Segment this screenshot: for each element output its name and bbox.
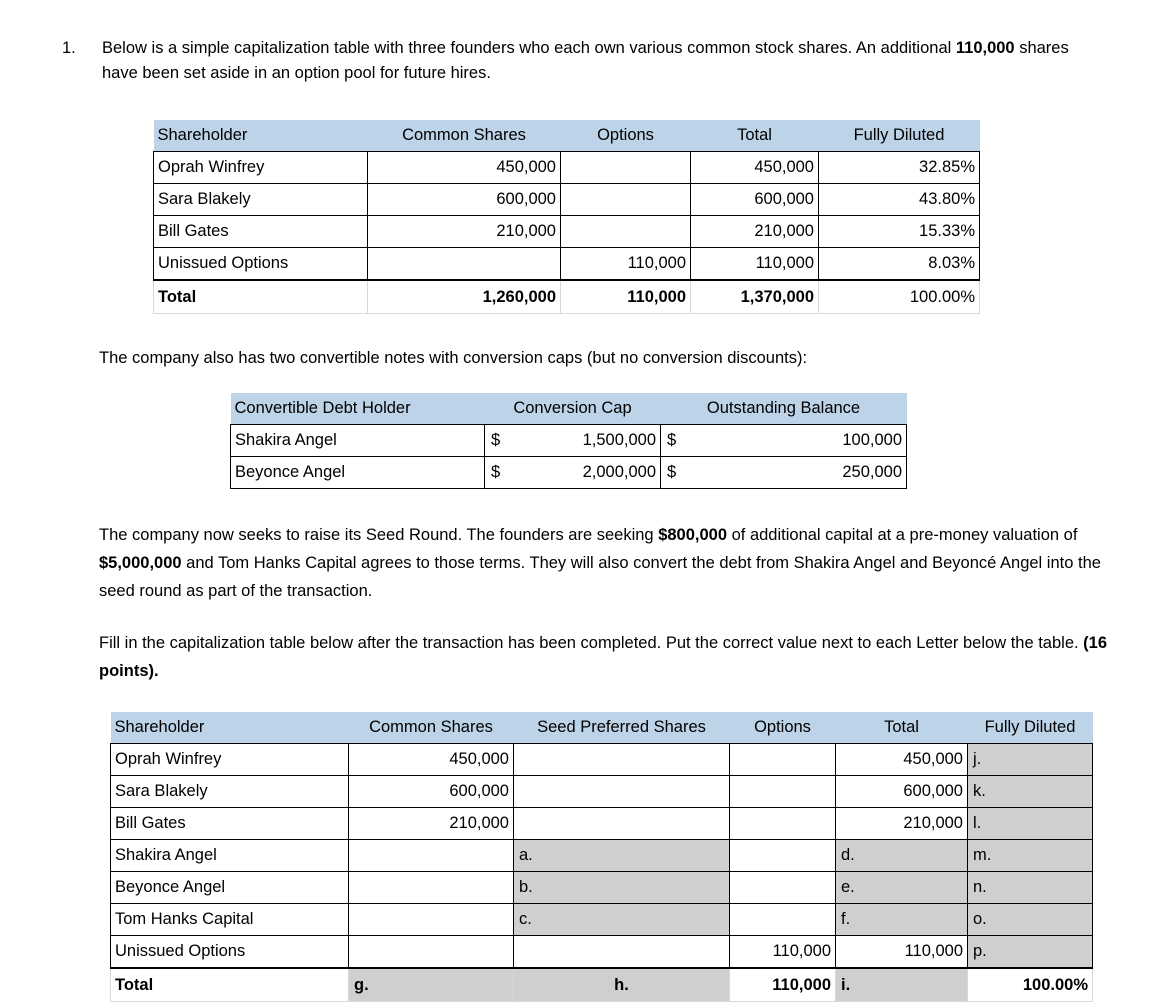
fill-text-1: Fill in the capitalization table below after the transaction has been completed. Put the correct value next to each Letter below the table. bbox=[99, 634, 1084, 652]
cell-debt-holder: Beyonce Angel bbox=[231, 457, 485, 489]
table-header-row bbox=[154, 120, 980, 152]
cell-seed-preferred-shares[interactable]: a. bbox=[514, 840, 730, 872]
paragraph-fill-instructions bbox=[99, 629, 1109, 685]
cell-options bbox=[730, 776, 836, 808]
cell-seed-preferred-shares[interactable] bbox=[514, 936, 730, 969]
cell-common-shares: 600,000 bbox=[349, 776, 514, 808]
cell-options: 110,000 bbox=[561, 248, 691, 281]
table-row bbox=[111, 872, 1093, 904]
cell-shareholder: Sara Blakely bbox=[154, 184, 368, 216]
col-header-shareholder: Shareholder bbox=[154, 120, 368, 152]
question-text bbox=[102, 36, 1102, 86]
fill-points: (16 points). bbox=[99, 634, 1108, 680]
cell-common-shares bbox=[349, 872, 514, 904]
cap-table-post-transaction bbox=[110, 712, 1093, 1002]
seed-text-2: of additional capital at a pre-money valuation of bbox=[727, 526, 1078, 544]
cell-seed-preferred-shares[interactable] bbox=[514, 776, 730, 808]
cell-conversion-cap: 1,500,000 bbox=[521, 425, 661, 457]
cell-total[interactable]: f. bbox=[836, 904, 968, 936]
cell-fully-diluted: 43.80% bbox=[819, 184, 980, 216]
cell-seed-preferred-shares[interactable]: c. bbox=[514, 904, 730, 936]
table-total-row bbox=[111, 968, 1093, 1002]
table-header-row bbox=[111, 712, 1093, 744]
cell-common-shares: 210,000 bbox=[368, 216, 561, 248]
cell-outstanding-balance-currency: $ bbox=[661, 457, 697, 489]
cell-fully-diluted[interactable]: j. bbox=[968, 744, 1093, 776]
table-row bbox=[111, 840, 1093, 872]
cell-total: 210,000 bbox=[691, 216, 819, 248]
col-header-options: Options bbox=[730, 712, 836, 744]
col-header-total: Total bbox=[691, 120, 819, 152]
cell-common-shares bbox=[349, 936, 514, 969]
paragraph-convertible-notes: The company also has two convertible notes with conversion caps (but no conversion discounts): bbox=[99, 349, 808, 367]
cell-conversion-cap: 2,000,000 bbox=[521, 457, 661, 489]
cell-shareholder: Bill Gates bbox=[111, 808, 349, 840]
table-row bbox=[154, 152, 980, 184]
cell-fully-diluted: 32.85% bbox=[819, 152, 980, 184]
col-header-convertible-debt-holder: Convertible Debt Holder bbox=[231, 393, 485, 425]
cell-total-total: 1,370,000 bbox=[691, 280, 819, 314]
seed-text-3: and Tom Hanks Capital agrees to those terms. They will also convert the debt from Shakira Angel and Beyoncé Angel into the seed round as part of the transaction. bbox=[99, 554, 1101, 600]
cell-options bbox=[561, 184, 691, 216]
col-header-common-shares: Common Shares bbox=[349, 712, 514, 744]
cell-total-options: 110,000 bbox=[561, 280, 691, 314]
cell-common-shares: 210,000 bbox=[349, 808, 514, 840]
cell-total: 450,000 bbox=[836, 744, 968, 776]
cell-fully-diluted: 15.33% bbox=[819, 216, 980, 248]
cell-total: 110,000 bbox=[836, 936, 968, 969]
col-header-common-shares: Common Shares bbox=[368, 120, 561, 152]
cell-total-common-shares: 1,260,000 bbox=[368, 280, 561, 314]
cell-total-common-shares[interactable]: g. bbox=[349, 968, 514, 1002]
cell-shareholder: Oprah Winfrey bbox=[154, 152, 368, 184]
cell-fully-diluted: 8.03% bbox=[819, 248, 980, 281]
table-header-row bbox=[231, 393, 907, 425]
cell-conversion-cap-currency: $ bbox=[485, 457, 521, 489]
cell-total: 450,000 bbox=[691, 152, 819, 184]
cell-options bbox=[730, 872, 836, 904]
cell-common-shares bbox=[349, 840, 514, 872]
cell-outstanding-balance-currency: $ bbox=[661, 425, 697, 457]
table-row bbox=[231, 425, 907, 457]
seed-amount-capital: $800,000 bbox=[658, 526, 728, 544]
col-header-fully-diluted: Fully Diluted bbox=[819, 120, 980, 152]
question-block bbox=[62, 36, 1102, 86]
cell-options bbox=[730, 840, 836, 872]
paragraph-seed-round bbox=[99, 521, 1109, 605]
cell-total: 600,000 bbox=[836, 776, 968, 808]
cell-fully-diluted[interactable]: k. bbox=[968, 776, 1093, 808]
cell-total: 210,000 bbox=[836, 808, 968, 840]
cell-fully-diluted[interactable]: m. bbox=[968, 840, 1093, 872]
table-total-row bbox=[154, 280, 980, 314]
cell-shareholder: Shakira Angel bbox=[111, 840, 349, 872]
col-header-fully-diluted: Fully Diluted bbox=[968, 712, 1093, 744]
question-text-part1: Below is a simple capitalization table with three founders who each own various common stock shares. An additional bbox=[102, 39, 956, 57]
cell-outstanding-balance: 100,000 bbox=[697, 425, 907, 457]
seed-premoney-valuation: $5,000,000 bbox=[99, 554, 182, 572]
col-header-conversion-cap: Conversion Cap bbox=[485, 393, 661, 425]
cell-total-seed-preferred-shares[interactable]: h. bbox=[514, 968, 730, 1002]
cell-seed-preferred-shares[interactable] bbox=[514, 744, 730, 776]
cell-shareholder: Oprah Winfrey bbox=[111, 744, 349, 776]
cell-fully-diluted[interactable]: n. bbox=[968, 872, 1093, 904]
question-number: 1. bbox=[62, 39, 76, 57]
question-bold-shares: 110,000 bbox=[955, 39, 1015, 57]
table-row bbox=[154, 184, 980, 216]
cell-total-label: Total bbox=[154, 280, 368, 314]
table-row bbox=[154, 248, 980, 281]
cell-seed-preferred-shares[interactable]: b. bbox=[514, 872, 730, 904]
cell-common-shares bbox=[368, 248, 561, 281]
cell-common-shares: 450,000 bbox=[349, 744, 514, 776]
cell-common-shares: 600,000 bbox=[368, 184, 561, 216]
cell-options: 110,000 bbox=[730, 936, 836, 969]
cell-fully-diluted[interactable]: o. bbox=[968, 904, 1093, 936]
cell-common-shares: 450,000 bbox=[368, 152, 561, 184]
cell-total-fully-diluted: 100.00% bbox=[968, 968, 1093, 1002]
cell-seed-preferred-shares[interactable] bbox=[514, 808, 730, 840]
cell-shareholder: Bill Gates bbox=[154, 216, 368, 248]
cell-options bbox=[561, 216, 691, 248]
cell-total: 110,000 bbox=[691, 248, 819, 281]
cell-shareholder: Unissued Options bbox=[111, 936, 349, 969]
question-text-part2: shares have been set aside in an option pool for future hires. bbox=[102, 39, 1069, 82]
col-header-shareholder: Shareholder bbox=[111, 712, 349, 744]
cell-total-label: Total bbox=[111, 968, 349, 1002]
cell-fully-diluted[interactable]: l. bbox=[968, 808, 1093, 840]
cap-table-initial bbox=[153, 120, 980, 314]
cell-options bbox=[730, 808, 836, 840]
cell-options bbox=[730, 904, 836, 936]
col-header-total: Total bbox=[836, 712, 968, 744]
cell-shareholder: Unissued Options bbox=[154, 248, 368, 281]
cell-outstanding-balance: 250,000 bbox=[697, 457, 907, 489]
cell-total[interactable]: e. bbox=[836, 872, 968, 904]
cell-shareholder: Beyonce Angel bbox=[111, 872, 349, 904]
cell-total[interactable]: d. bbox=[836, 840, 968, 872]
col-header-seed-preferred-shares: Seed Preferred Shares bbox=[514, 712, 730, 744]
table-row bbox=[111, 744, 1093, 776]
col-header-outstanding-balance: Outstanding Balance bbox=[661, 393, 907, 425]
cell-common-shares bbox=[349, 904, 514, 936]
convertible-debt-table bbox=[230, 393, 907, 489]
cell-conversion-cap-currency: $ bbox=[485, 425, 521, 457]
table-row bbox=[111, 776, 1093, 808]
cell-options bbox=[730, 744, 836, 776]
cell-options bbox=[561, 152, 691, 184]
cell-fully-diluted[interactable]: p. bbox=[968, 936, 1093, 969]
cell-shareholder: Tom Hanks Capital bbox=[111, 904, 349, 936]
table-row bbox=[111, 936, 1093, 969]
table-row bbox=[154, 216, 980, 248]
cell-total-total[interactable]: i. bbox=[836, 968, 968, 1002]
cell-shareholder: Sara Blakely bbox=[111, 776, 349, 808]
col-header-options: Options bbox=[561, 120, 691, 152]
cell-debt-holder: Shakira Angel bbox=[231, 425, 485, 457]
table-row bbox=[111, 904, 1093, 936]
cell-total: 600,000 bbox=[691, 184, 819, 216]
cell-total-fully-diluted: 100.00% bbox=[819, 280, 980, 314]
table-row bbox=[111, 808, 1093, 840]
cell-total-options: 110,000 bbox=[730, 968, 836, 1002]
seed-text-1: The company now seeks to raise its Seed Round. The founders are seeking bbox=[99, 526, 659, 544]
table-row bbox=[231, 457, 907, 489]
